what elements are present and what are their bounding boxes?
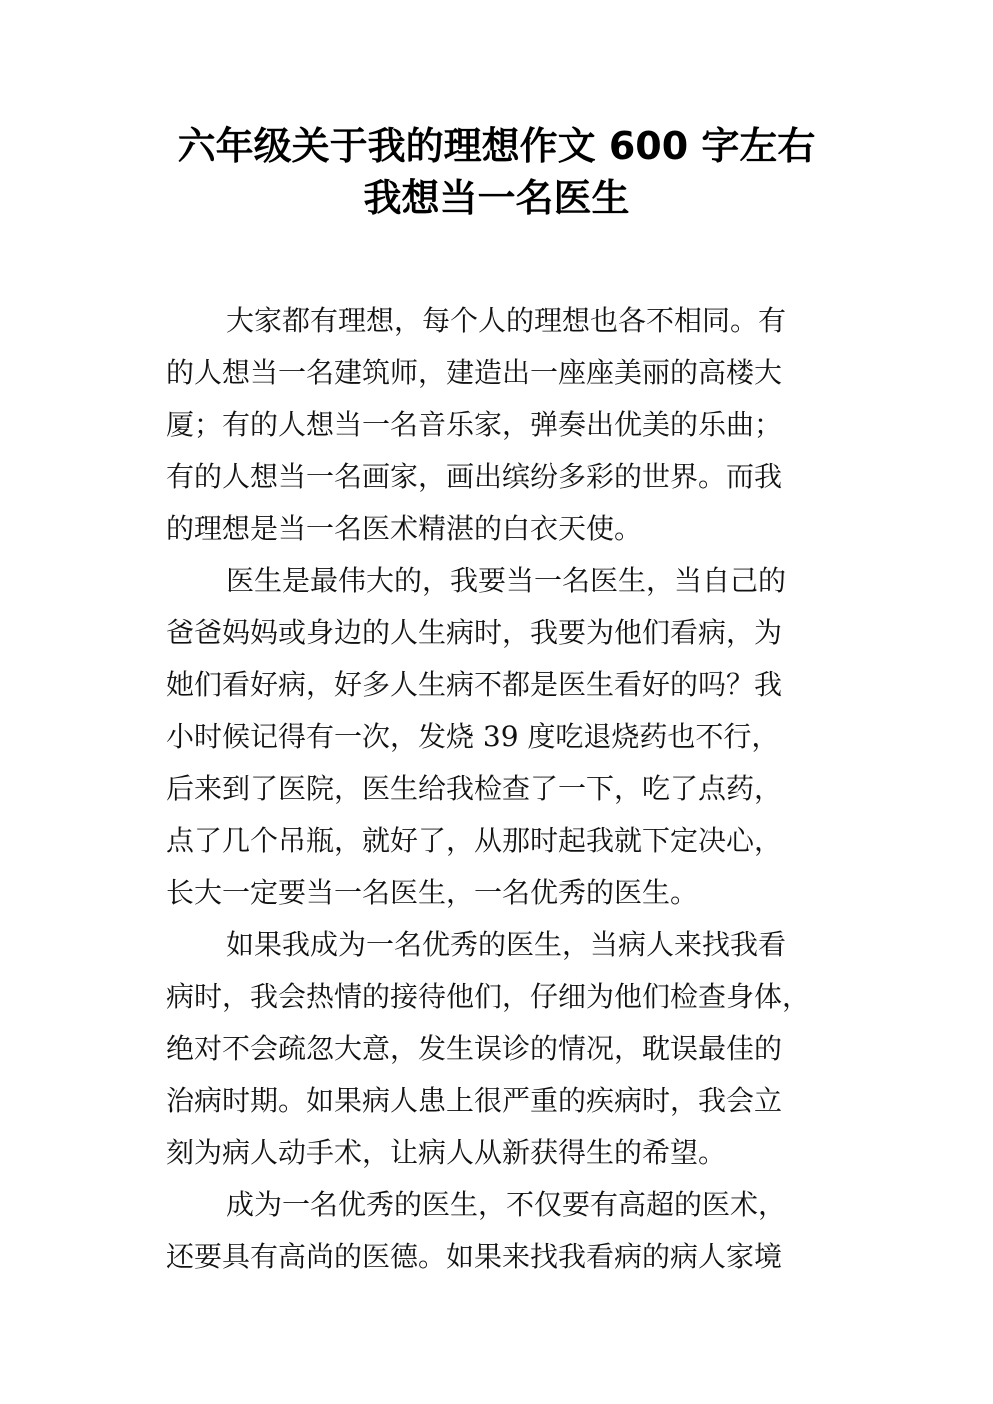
title-line-1: 六年级关于我的理想作文 600 字左右 <box>177 124 816 168</box>
body-line: 如果我成为一名优秀的医生，当病人来找我看 <box>226 928 787 961</box>
body-line: 小时候记得有一次，发烧 39 度吃退烧药也不行， <box>166 720 780 753</box>
body-line: 成为一名优秀的医生，不仅要有高超的医术， <box>226 1188 787 1221</box>
body-line: 病时，我会热情的接待他们，仔细为他们检查身体， <box>166 980 811 1013</box>
body-line: 有的人想当一名画家，画出缤纷多彩的世界。而我 <box>166 460 783 493</box>
body-line: 长大一定要当一名医生，一名优秀的医生。 <box>166 876 699 909</box>
body-line: 她们看好病，好多人生病不都是医生看好的吗？我 <box>166 668 783 701</box>
body-line: 厦；有的人想当一名音乐家，弹奏出优美的乐曲； <box>166 408 783 441</box>
body-line: 医生是最伟大的，我要当一名医生，当自己的 <box>226 564 787 597</box>
body-line: 刻为病人动手术，让病人从新获得生的希望。 <box>166 1136 727 1169</box>
document-body <box>166 295 846 1283</box>
body-line: 还要具有高尚的医德。如果来找我看病的病人家境 <box>166 1240 783 1273</box>
body-line: 爸爸妈妈或身边的人生病时，我要为他们看病，为 <box>166 616 783 649</box>
body-line: 后来到了医院，医生给我检查了一下，吃了点药， <box>166 772 783 805</box>
title-line-2: 我想当一名医生 <box>363 176 630 220</box>
body-line: 的理想是当一名医术精湛的白衣天使。 <box>166 512 643 545</box>
body-line: 的人想当一名建筑师，建造出一座座美丽的高楼大 <box>166 356 783 389</box>
body-line: 治病时期。如果病人患上很严重的疾病时，我会立 <box>166 1084 783 1117</box>
body-line: 大家都有理想，每个人的理想也各不相同。有 <box>226 304 787 337</box>
document-title <box>0 120 993 224</box>
body-line: 点了几个吊瓶，就好了，从那时起我就下定决心， <box>166 824 783 857</box>
body-line: 绝对不会疏忽大意，发生误诊的情况，耽误最佳的 <box>166 1032 783 1065</box>
